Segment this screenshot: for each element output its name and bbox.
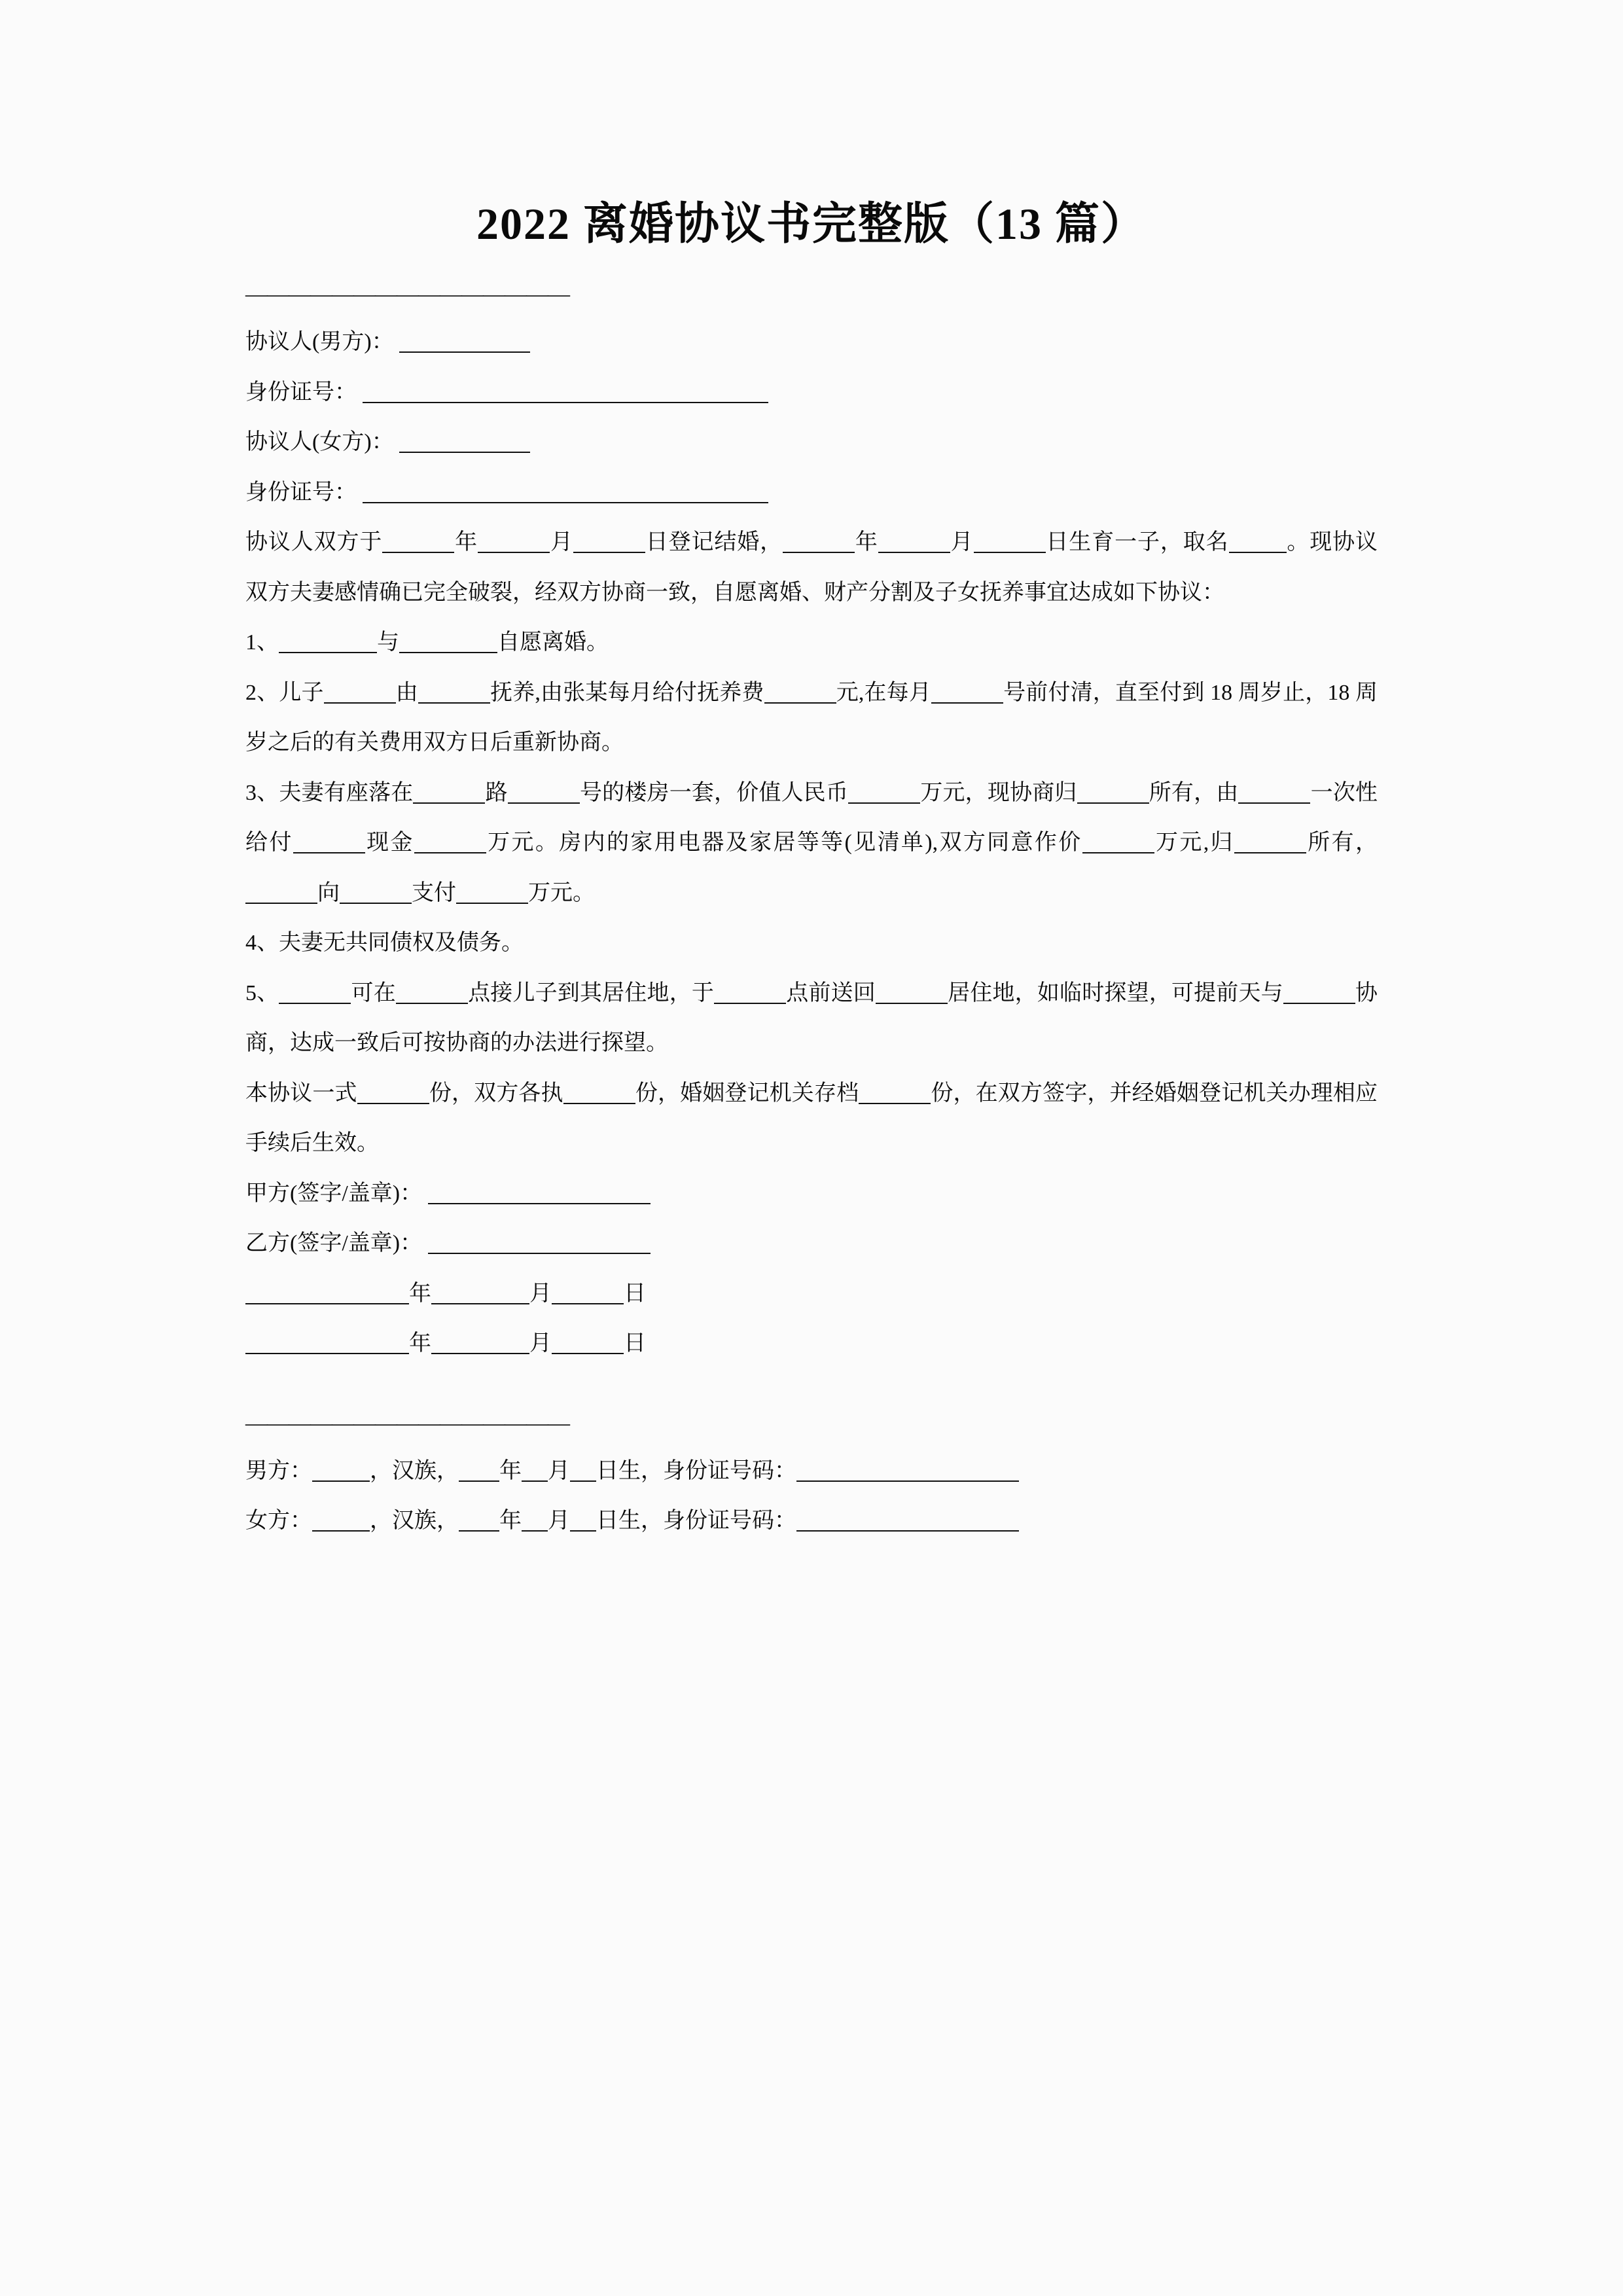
clause-3-text-5: 所有，由: [1149, 780, 1239, 805]
clause-3-payee-blank[interactable]: [293, 835, 365, 853]
clause-3-payer-blank[interactable]: [1238, 785, 1310, 804]
closing-paragraph: [245, 1069, 1378, 1169]
closing-text-2: 份，双方各执: [429, 1081, 563, 1105]
date-line-a: [245, 1269, 1378, 1319]
footer-female-name-blank[interactable]: [312, 1513, 370, 1532]
clause-3-text-10: 所有，: [1306, 831, 1378, 855]
clause-3-pay-amount-blank[interactable]: [456, 886, 528, 904]
date-a-year-blank[interactable]: [245, 1286, 409, 1304]
clause-5-number: 5、: [245, 980, 279, 1005]
bottom-separator: ———————————————: [245, 1410, 569, 1435]
clause-5-text-1: 可在: [351, 980, 396, 1005]
marriage-month-blank[interactable]: [478, 535, 550, 553]
clause-3-text-9: 万元,归: [1154, 831, 1234, 855]
male-party-line: [245, 317, 1378, 368]
unit-month-1: 月: [550, 530, 573, 554]
male-party-label: 协议人(男方)：: [245, 330, 394, 354]
clause-2-custody-blank[interactable]: [418, 685, 490, 704]
clause-2-amount-blank[interactable]: [764, 685, 836, 704]
footer-male-day-blank[interactable]: [570, 1463, 596, 1482]
clause-5-text-3: 点前送回: [786, 980, 876, 1005]
footer-female-year-unit: 年: [499, 1509, 522, 1533]
party-b-signature-blank[interactable]: [428, 1236, 651, 1254]
clause-5-return-time-blank[interactable]: [714, 986, 786, 1004]
clause-3-text-2: 路: [485, 780, 508, 805]
clause-3-text-11: 向: [317, 880, 340, 905]
clause-3-value-blank[interactable]: [848, 785, 920, 804]
male-party-name-blank[interactable]: [399, 334, 530, 353]
footer-female-ethnicity: ，汉族，: [370, 1509, 459, 1533]
footer-male-name-blank[interactable]: [312, 1463, 370, 1482]
female-id-line: [245, 468, 1378, 518]
footer-female-label: 女方：: [245, 1509, 312, 1533]
clause-3-text-3: 号的楼房一套，价值人民币: [579, 780, 849, 805]
clause-2-text-1: 儿子: [279, 680, 324, 705]
preamble-text-2: 日登记结婚，: [645, 530, 783, 554]
clause-5-return-place-blank[interactable]: [876, 986, 948, 1004]
footer-male-year-blank[interactable]: [459, 1463, 499, 1482]
party-b-signature-label: 乙方(签字/盖章)：: [245, 1231, 423, 1255]
top-separator: ———————————————: [245, 282, 569, 306]
document-body: [245, 0, 1378, 1547]
female-id-blank[interactable]: [363, 485, 768, 503]
birth-year-blank[interactable]: [783, 535, 855, 553]
clause-3-owner-blank[interactable]: [1077, 785, 1149, 804]
clause-2-text-4: 元,在每月: [836, 680, 931, 705]
closing-copies-archive-blank[interactable]: [859, 1086, 931, 1104]
clause-2-text-3: 抚养,由张某每月给付抚养费: [490, 680, 764, 705]
footer-male-id-blank[interactable]: [796, 1463, 1019, 1482]
clause-3-number: 3、: [245, 780, 279, 805]
closing-copies-each-blank[interactable]: [563, 1086, 635, 1104]
marriage-year-blank[interactable]: [382, 535, 454, 553]
date-a-year-unit: 年: [409, 1281, 431, 1306]
clause-3-text-6: 一次性给付: [245, 780, 1378, 855]
preamble-text-3: 日生育一子，取名: [1045, 530, 1229, 554]
child-name-blank[interactable]: [1229, 535, 1287, 553]
party-b-signature-line: [245, 1219, 1378, 1269]
birth-month-blank[interactable]: [878, 535, 950, 553]
footer-male-day-unit: 日生，: [596, 1458, 663, 1483]
footer-female-day-unit: 日生，: [596, 1509, 663, 1533]
clause-5-visitor-blank[interactable]: [279, 986, 351, 1004]
male-id-line: [245, 368, 1378, 418]
clause-5-text-2: 点接儿子到其居住地，于: [467, 980, 715, 1005]
date-b-day-blank[interactable]: [552, 1336, 624, 1354]
footer-male-ethnicity: ，汉族，: [370, 1458, 459, 1483]
clause-3-to-blank[interactable]: [340, 886, 412, 904]
clause-2-number: 2、: [245, 680, 279, 705]
clause-1-party-a-blank[interactable]: [279, 635, 377, 653]
clause-3: [245, 768, 1378, 919]
clause-1-text-2: 自愿离婚。: [497, 630, 609, 655]
clause-2-son-blank[interactable]: [324, 685, 396, 704]
date-a-day-unit: 日: [624, 1281, 646, 1306]
closing-copies-total-blank[interactable]: [357, 1086, 429, 1104]
date-b-month-blank[interactable]: [431, 1336, 529, 1354]
clause-2-text-2: 由: [395, 680, 418, 705]
clause-5-pickup-time-blank[interactable]: [396, 986, 468, 1004]
date-line-b: [245, 1319, 1378, 1369]
footer-male-year-unit: 年: [499, 1458, 522, 1483]
clause-3-cash-blank[interactable]: [414, 835, 486, 853]
clause-3-text-1: 夫妻有座落在: [279, 780, 414, 805]
clause-4-text-1: 夫妻无共同债权及债务。: [279, 931, 524, 955]
clause-3-number-blank[interactable]: [508, 785, 580, 804]
party-a-signature-line: [245, 1169, 1378, 1219]
clause-3-text-4: 万元，现协商归: [920, 780, 1077, 805]
female-party-label: 协议人(女方)：: [245, 430, 394, 454]
clause-3-road-blank[interactable]: [413, 785, 485, 804]
footer-female-month-blank[interactable]: [522, 1513, 548, 1532]
clause-2-day-blank[interactable]: [931, 685, 1003, 704]
clause-1-party-b-blank[interactable]: [399, 635, 497, 653]
female-party-name-blank[interactable]: [399, 435, 530, 453]
birth-day-blank[interactable]: [974, 535, 1046, 553]
footer-male-id-label: 身份证号码：: [663, 1458, 796, 1483]
date-b-month-unit: 月: [529, 1331, 552, 1355]
footer-male-month-blank[interactable]: [522, 1463, 548, 1482]
clause-3-from-blank[interactable]: [245, 886, 317, 904]
date-a-day-blank[interactable]: [552, 1286, 624, 1304]
footer-female-id-label: 身份证号码：: [663, 1509, 796, 1533]
clause-3-text-13: 万元。: [528, 880, 595, 905]
clause-5-text-5: 协商，达成一致后可按协商的办法进行探望。: [245, 980, 1378, 1055]
clause-5-notify-blank[interactable]: [1283, 986, 1355, 1004]
preamble-paragraph: [245, 518, 1378, 618]
clause-3-goods-value-blank[interactable]: [1082, 835, 1154, 853]
clause-3-text-12: 支付: [412, 880, 456, 905]
footer-male-month-unit: 月: [548, 1458, 570, 1483]
footer-female-id-blank[interactable]: [796, 1513, 1019, 1532]
clause-1: [245, 618, 1378, 668]
clause-4-number: 4、: [245, 931, 279, 955]
footer-female-month-unit: 月: [548, 1509, 570, 1533]
page-title: 2022 离婚协议书完整版（13 篇）: [476, 199, 1147, 249]
female-party-line: [245, 418, 1378, 468]
unit-year-1: 年: [454, 530, 478, 554]
clause-5-text-4: 居住地，如临时探望，可提前天与: [947, 980, 1283, 1005]
party-a-signature-blank[interactable]: [428, 1186, 651, 1204]
clause-2-text-5: 号前付清，直至付到 18 周岁止，18 周岁之后的有关费用双方日后重新协商。: [245, 680, 1378, 755]
footer-male-line: [245, 1446, 1378, 1497]
closing-text-3: 份，婚姻登记机关存档: [635, 1081, 859, 1105]
closing-text-1: 本协议一式: [245, 1081, 357, 1105]
unit-year-2: 年: [855, 530, 878, 554]
closing-text-4: 份，在双方签字，并经婚姻登记机关办理相应手续后生效。: [245, 1081, 1378, 1155]
date-b-year-blank[interactable]: [245, 1336, 409, 1354]
clause-2: [245, 668, 1378, 768]
clause-3-text-8: 万元。房内的家用电器及家居等等(见清单),双方同意作价: [486, 831, 1082, 855]
date-a-month-blank[interactable]: [431, 1286, 529, 1304]
footer-female-year-blank[interactable]: [459, 1513, 499, 1532]
preamble-text-1: 协议人双方于: [245, 530, 383, 554]
party-a-signature-label: 甲方(签字/盖章)：: [245, 1181, 423, 1206]
clause-1-text-1: 与: [377, 630, 399, 655]
male-id-label: 身份证号：: [245, 380, 357, 404]
marriage-day-blank[interactable]: [573, 535, 645, 553]
male-id-blank[interactable]: [363, 385, 768, 403]
footer-male-label: 男方：: [245, 1458, 312, 1483]
footer-female-day-blank[interactable]: [570, 1513, 596, 1532]
clause-5: [245, 969, 1378, 1069]
clause-3-goods-owner-blank[interactable]: [1234, 835, 1306, 853]
clause-1-number: 1、: [245, 630, 279, 655]
preamble-text-4: 。现协议双方夫妻感情确已完全破裂，经双方协商一致，自愿离婚、财产分割及子女抚养事宜达成如下协议：: [245, 530, 1378, 605]
clause-3-text-7: 现金: [365, 831, 414, 855]
unit-month-2: 月: [950, 530, 974, 554]
female-id-label: 身份证号：: [245, 480, 357, 505]
date-b-year-unit: 年: [409, 1331, 431, 1355]
date-a-month-unit: 月: [529, 1281, 552, 1306]
footer-female-line: [245, 1496, 1378, 1547]
clause-4: [245, 918, 1378, 969]
date-b-day-unit: 日: [624, 1331, 646, 1355]
